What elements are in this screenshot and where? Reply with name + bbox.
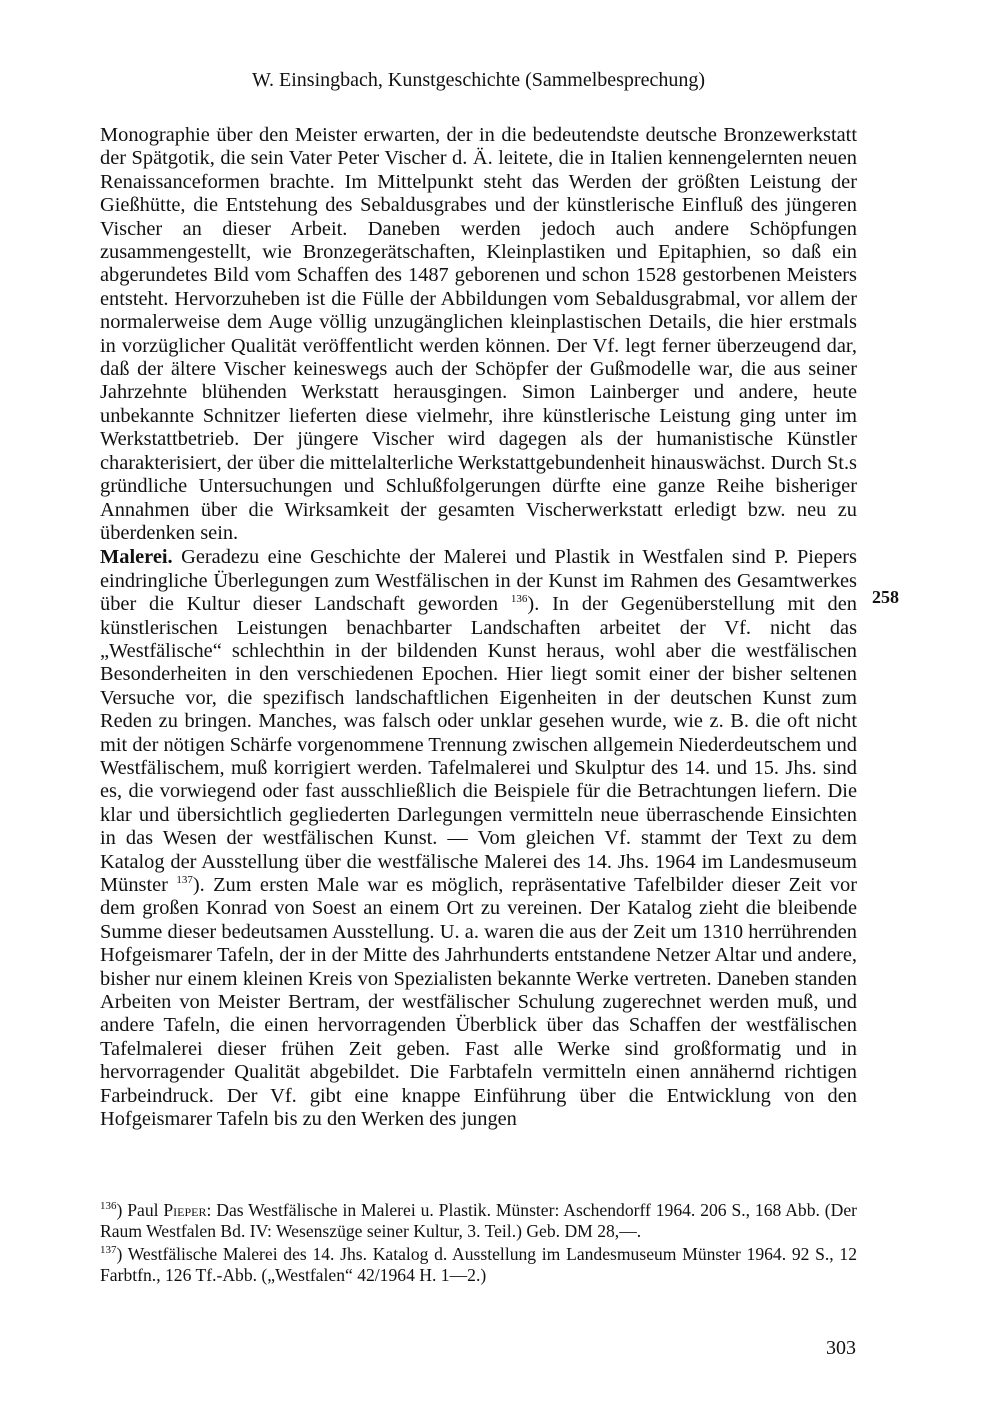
footnote-marker-137: 137	[100, 1244, 117, 1257]
footnote-137	[100, 1244, 857, 1286]
section-lead-malerei: Malerei.	[100, 546, 173, 569]
footnote-136	[100, 1200, 857, 1242]
footnotes	[100, 1200, 857, 1286]
paragraph-malerei-text-1: Geradezu eine Geschichte der Malerei und Plastik in Westfalen sind P. Piepers eindringliche Überlegungen zum Westfälischen in der Kunst im Rahmen des Gesamtwerkes über die Kultur dieser Landschaft geworden	[100, 546, 857, 616]
footnote-ref-137[interactable]: 137	[176, 874, 193, 887]
footnote-137-text: ) Westfälische Malerei des 14. Jhs. Katalog d. Ausstellung im Landesmuseum Münster 1964. 92 S., 12 Farbtfn., 126 Tf.-Abb. („Westfalen“ 42/1964 H. 1—2.)	[100, 1244, 857, 1285]
paragraph-vischer: Monographie über den Meister erwarten, der in die bedeutendste deutsche Bronzewerkstatt der Spätgotik, die sein Vater Peter Vischer d. Ä. leitete, die in Italien kennengelernten neuen Renaissanceformen brachte. Im Mittelpunkt steht das Werden der größten Leistung der Gießhütte, die Entstehung des Sebaldusgrabes und der künstlerische Einfluß des jüngeren Vischer an dieser Arbeit. Daneben werden jedoch auch andere Schöpfungen zusammengestellt, wie Bronzegerätschaften, Kleinplastiken und Epitaphien, so daß ein abgerundetes Bild vom Schaffen des 1487 geborenen und schon 1528 gestorbenen Meisters entsteht. Hervorzuheben ist die Fülle der Abbildungen vom Sebaldusgrabmal, vor allem der normalerweise dem Auge völlig unzugänglichen kleinplastischen Details, die hier erstmals in vorzüglicher Qualität veröffentlicht werden können. Der Vf. legt ferner überzeugend dar, daß der ältere Vischer keineswegs auch der Schöpfer der Gußmodelle war, die aus seiner Jahrzehnte blühenden Werkstatt herausgingen. Simon Lainberger und andere, heute unbekannte Schnitzer lieferten diese vielmehr, ihre künstlerische Leistung ging unter im Werkstattbetrieb. Der jüngere Vischer wird dagegen als der humanistische Künstler charakterisiert, der über die mittelalterliche Werkstattgebundenheit hinauswächst. Durch St.s gründliche Untersuchungen und Schlußfolgerungen dürfte eine ganze Reihe bisheriger Annahmen über die Wirksamkeit der gesamten Vischerwerkstatt erledigt bzw. neu zu überdenken sein.	[100, 124, 857, 544]
margin-section-number: 258	[872, 587, 899, 607]
paragraph-malerei-text-3: ). Zum ersten Male war es möglich, repräsentative Tafelbilder dieser Zeit vor dem großen Konrad von Soest an einem Ort zu vereinen. Der Katalog zieht die bleibende Summe dieser bedeutsamen Ausstellung. U. a. waren die aus der Zeit um 1310 herrührenden Hofgeismarer Tafeln, der in der Mitte des Jahrhunderts entstandene Netzer Altar und andere, bisher nur einem kleinen Kreis von Spezialisten bekannte Werke vertreten. Daneben standen Arbeiten von Meister Bertram, der westfälischer Schulung zugerechnet werden muß, und andere Tafeln, die einen hervorragenden Überblick über das Schaffen der westfälischen Tafelmalerei dieser frühen Zeit geben. Fast alle Werke sind großformatig und in hervorragender Qualität abgebildet. Die Farbtafeln vermitteln einen annähernd richtigen Farbeindruck. Der Vf. gibt eine knappe Einführung über die Entwicklung von den Hofgeismarer Tafeln bis zu den Werken des jungen	[100, 874, 858, 1131]
main-text	[100, 124, 857, 1131]
running-head: W. Einsingbach, Kunstgeschichte (Sammelbesprechung)	[251, 69, 706, 91]
footnote-marker-136: 136	[100, 1200, 117, 1213]
footnote-136-text-1: ) Paul	[116, 1200, 164, 1220]
footnote-ref-136[interactable]: 136	[510, 593, 528, 606]
paragraph-malerei	[100, 546, 857, 1131]
footnote-136-text-2: : Das Westfälische in Malerei u. Plastik. Münster: Aschendorff 1964. 206 S., 168 Abb. (Der Raum Westfalen Bd. IV: Wesenszüge seiner Kultur, 3. Teil.) Geb. DM 28,—.	[100, 1200, 857, 1241]
page-number: 303	[826, 1337, 856, 1359]
footnote-136-author: Pieper	[163, 1200, 207, 1220]
paragraph-malerei-text-2: ). In der Gegenüberstellung mit den künstlerischen Leistungen benachbarter Landschaften arbeitet der Vf. nicht das „Westfälische“ schlechthin in der bildenden Kunst heraus, wohl aber die westfälischen Besonderheiten in den verschiedenen Epochen. Hier liegt somit einer der bisher seltenen Versuche vor, die spezifisch landschaftlichen Eigenheiten in der deutschen Kunst zum Reden zu bringen. Manches, was falsch oder unklar gesehen wurde, wie z. B. die oft nicht mit der nötigen Schärfe vorgenommene Trennung zwischen allgemein Niederdeutschem und Westfälischem, muß korrigiert werden. Tafelmalerei und Skulptur des 14. und 15. Jhs. sind es, die vorwiegend oder fast ausschließlich die Beispiele für die Betrachtungen liefern. Die klar und übersichtlich gegliederten Darlegungen vermitteln neue überraschende Einsichten in das Wesen der westfälischen Kunst. — Vom gleichen Vf. stammt der Text zu dem Katalog der Ausstellung über die westfälische Malerei des 14. Jhs. 1964 im Landesmuseum Münster	[100, 593, 858, 896]
